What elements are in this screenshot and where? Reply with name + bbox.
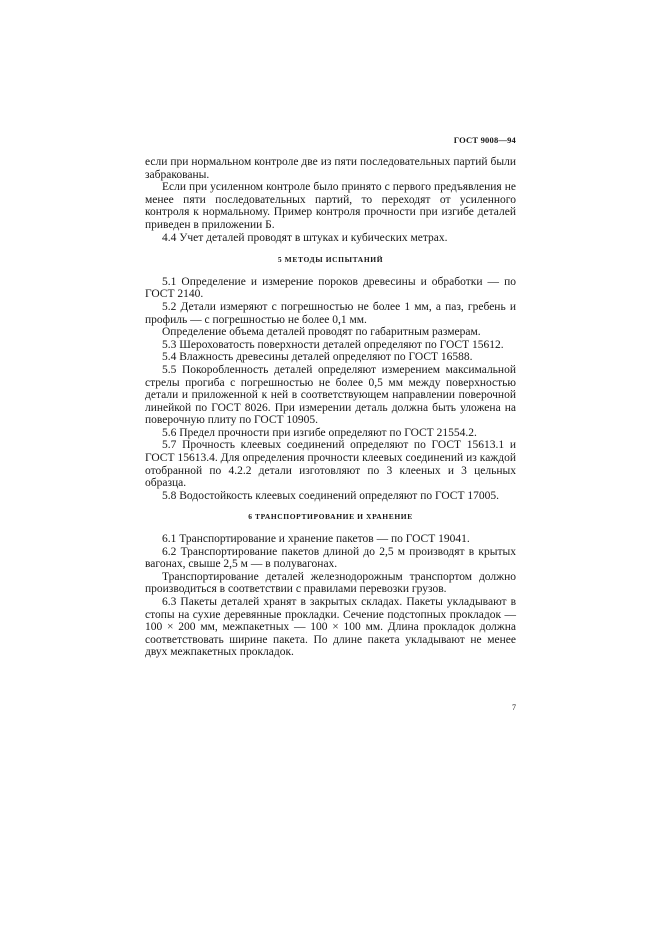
section-6-paragraph-4: 6.3 Пакеты деталей хранят в закрытых складах. Пакеты укладывают в стопы на сухие деревянные прокладки. Сечение подстопных прокладок — 100 × 200 мм, межпакетных — 100 × 100 мм. Длина прокладок должна соответствовать ширине пакета. По длине пакета укладывают не менее двух межпакетных прокладок. — [145, 596, 516, 659]
section-6-paragraph-1: 6.1 Транспортирование и хранение пакетов — по ГОСТ 19041. — [162, 533, 470, 546]
intro-paragraph-2: Если при усиленном контроле было принято с первого предъявления не менее пяти последовательных партий, то переходят от усиленного контроля к нормальному. Пример контроля прочности при изгибе деталей приведен в приложении Б. — [145, 181, 516, 231]
page-number: 7 — [512, 703, 516, 712]
document-code: ГОСТ 9008—94 — [453, 135, 516, 145]
intro-paragraph-3: 4.4 Учет деталей проводят в штуках и кубических метрах. — [162, 231, 448, 244]
section-5-paragraph-5: 5.4 Влажность древесины деталей определяют по ГОСТ 16588. — [162, 351, 473, 364]
section-6-paragraph-2: 6.2 Транспортирование пакетов длиной до 2,5 м производят в крытых вагонах, свыше 2,5 м — в полувагонах. — [145, 545, 516, 571]
section-5-heading: 5 МЕТОДЫ ИСПЫТАНИЙ — [277, 255, 384, 265]
section-5-paragraph-3: Определение объема деталей проводят по габаритным размерам. — [162, 326, 481, 339]
section-5-paragraph-4: 5.3 Шероховатость поверхности деталей определяют по ГОСТ 15612. — [162, 338, 504, 351]
section-5-paragraph-1: 5.1 Определение и измерение пороков древесины и обработки — по ГОСТ 2140. — [145, 275, 516, 301]
section-5-paragraph-8: 5.7 Прочность клеевых соединений определяют по ГОСТ 15613.1 и ГОСТ 15613.4. Для определения прочности клеевых соединений из каждой отобранной по 4.2.2 детали изготовляют по 3 клееных и 3 цельных образца. — [145, 439, 516, 490]
page-body — [145, 156, 516, 659]
section-5-paragraph-2: 5.2 Детали измеряют с погрешностью не более 1 мм, а паз, гребень и профиль — с погрешностью не более 0,1 мм. — [145, 300, 516, 326]
section-6-paragraph-3: Транспортирование деталей железнодорожным транспортом должно производиться в соответствии с правилами перевозки грузов. — [145, 570, 516, 596]
section-6-heading: 6 ТРАНСПОРТИРОВАНИЕ И ХРАНЕНИЕ — [248, 512, 413, 522]
intro-paragraph-1: если при нормальном контроле две из пяти последовательных партий были забракованы. — [145, 156, 516, 181]
section-5-paragraph-6: 5.5 Покоробленность деталей определяют измерением максимальной стрелы прогиба с погрешностью не более 0,5 мм между поверхностью детали и приложенной к ней в соответствующем направлении поверочной линейкой по ГОСТ 8026. При измерении деталь должна быть уложена на поверочную плиту по ГОСТ 10905. — [145, 363, 516, 427]
section-5-paragraph-7: 5.6 Предел прочности при изгибе определяют по ГОСТ 21554.2. — [162, 426, 477, 439]
section-5-paragraph-9: 5.8 Водостойкость клеевых соединений определяют по ГОСТ 17005. — [162, 489, 499, 502]
